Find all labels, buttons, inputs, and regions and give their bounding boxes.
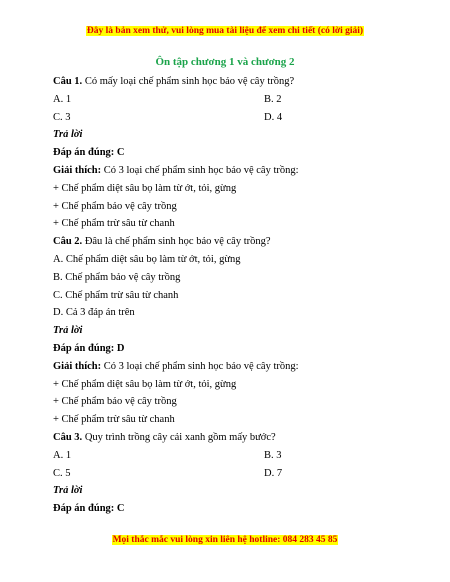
question-3-text: Quy trình trồng cây cải xanh gồm mấy bước? <box>82 431 276 443</box>
question-1-label: Câu 1. <box>53 76 83 87</box>
answer-heading-3: Trả lời <box>53 485 83 497</box>
document-body <box>53 73 423 518</box>
correct-answer-1: Đáp án đúng: C <box>53 147 125 159</box>
explanation-2-text: Có 3 loại chế phẩm sinh học bảo vệ cây trồng: <box>101 360 299 372</box>
q2-option-c: C. Chế phẩm trừ sâu từ chanh <box>53 289 179 301</box>
explanation-2-point-3: + Chế phẩm trừ sâu từ chanh <box>53 414 175 426</box>
explanation-1-text: Có 3 loại chế phẩm sinh học bảo vệ cây trồng: <box>101 164 299 176</box>
q3-option-c: C. 5 <box>53 467 71 479</box>
correct-answer-3: Đáp án đúng: C <box>53 503 125 515</box>
option-b: B. 2 <box>264 93 282 105</box>
option-a: A. 1 <box>53 93 72 105</box>
preview-notice <box>0 26 450 36</box>
answer-heading-2: Trả lời <box>53 325 83 337</box>
question-3-options-row-1 <box>53 447 423 465</box>
question-1 <box>53 73 423 91</box>
explanation-2-point-2: + Chế phẩm bảo vệ cây trồng <box>53 396 177 408</box>
question-3-options-row-2 <box>53 465 423 483</box>
explanation-1-point-3: + Chế phẩm trừ sâu từ chanh <box>53 218 175 230</box>
question-3 <box>53 429 423 447</box>
q2-option-a: A. Chế phẩm diệt sâu bọ làm từ ớt, tỏi, gừng <box>53 253 241 265</box>
explanation-1-point-1: + Chế phẩm diệt sâu bọ làm từ ớt, tỏi, gừng <box>53 182 237 194</box>
preview-notice-text: Đây là bản xem thử, vui lòng mua tài liệu để xem chi tiết (có lời giải) <box>86 26 364 36</box>
explanation-1 <box>53 162 423 180</box>
q3-option-a: A. 1 <box>53 449 72 461</box>
question-1-options-row-2 <box>53 109 423 127</box>
explanation-2-label: Giải thích: <box>53 360 102 372</box>
question-1-options-row-1 <box>53 91 423 109</box>
question-3-label: Câu 3. <box>53 431 83 443</box>
q2-option-b: B. Chế phẩm bảo vệ cây trồng <box>53 271 181 283</box>
hotline-footer <box>0 535 450 545</box>
q3-option-d: D. 7 <box>264 467 283 479</box>
explanation-2-point-1: + Chế phẩm diệt sâu bọ làm từ ớt, tỏi, gừng <box>53 378 237 390</box>
explanation-1-label: Giải thích: <box>53 164 102 176</box>
answer-heading-1: Trả lời <box>53 129 83 141</box>
correct-answer-2: Đáp án đúng: D <box>53 342 125 354</box>
question-2-label: Câu 2. <box>53 236 83 248</box>
page-title: Ôn tập chương 1 và chương 2 <box>155 56 295 68</box>
hotline-text: Mọi thắc mắc vui lòng xin liên hệ hotline: 084 283 45 85 <box>112 535 338 545</box>
question-2 <box>53 233 423 251</box>
question-2-text: Đâu là chế phẩm sinh học bảo vệ cây trồng? <box>82 236 271 248</box>
q2-option-d: D. Cả 3 đáp án trên <box>53 307 135 319</box>
q3-option-b: B. 3 <box>264 449 282 461</box>
explanation-2 <box>53 358 423 376</box>
option-c: C. 3 <box>53 111 71 123</box>
explanation-1-point-2: + Chế phẩm bảo vệ cây trồng <box>53 200 177 212</box>
question-1-text: Có mấy loại chế phẩm sinh học bảo vệ cây trồng? <box>82 76 295 87</box>
option-d: D. 4 <box>264 111 283 123</box>
